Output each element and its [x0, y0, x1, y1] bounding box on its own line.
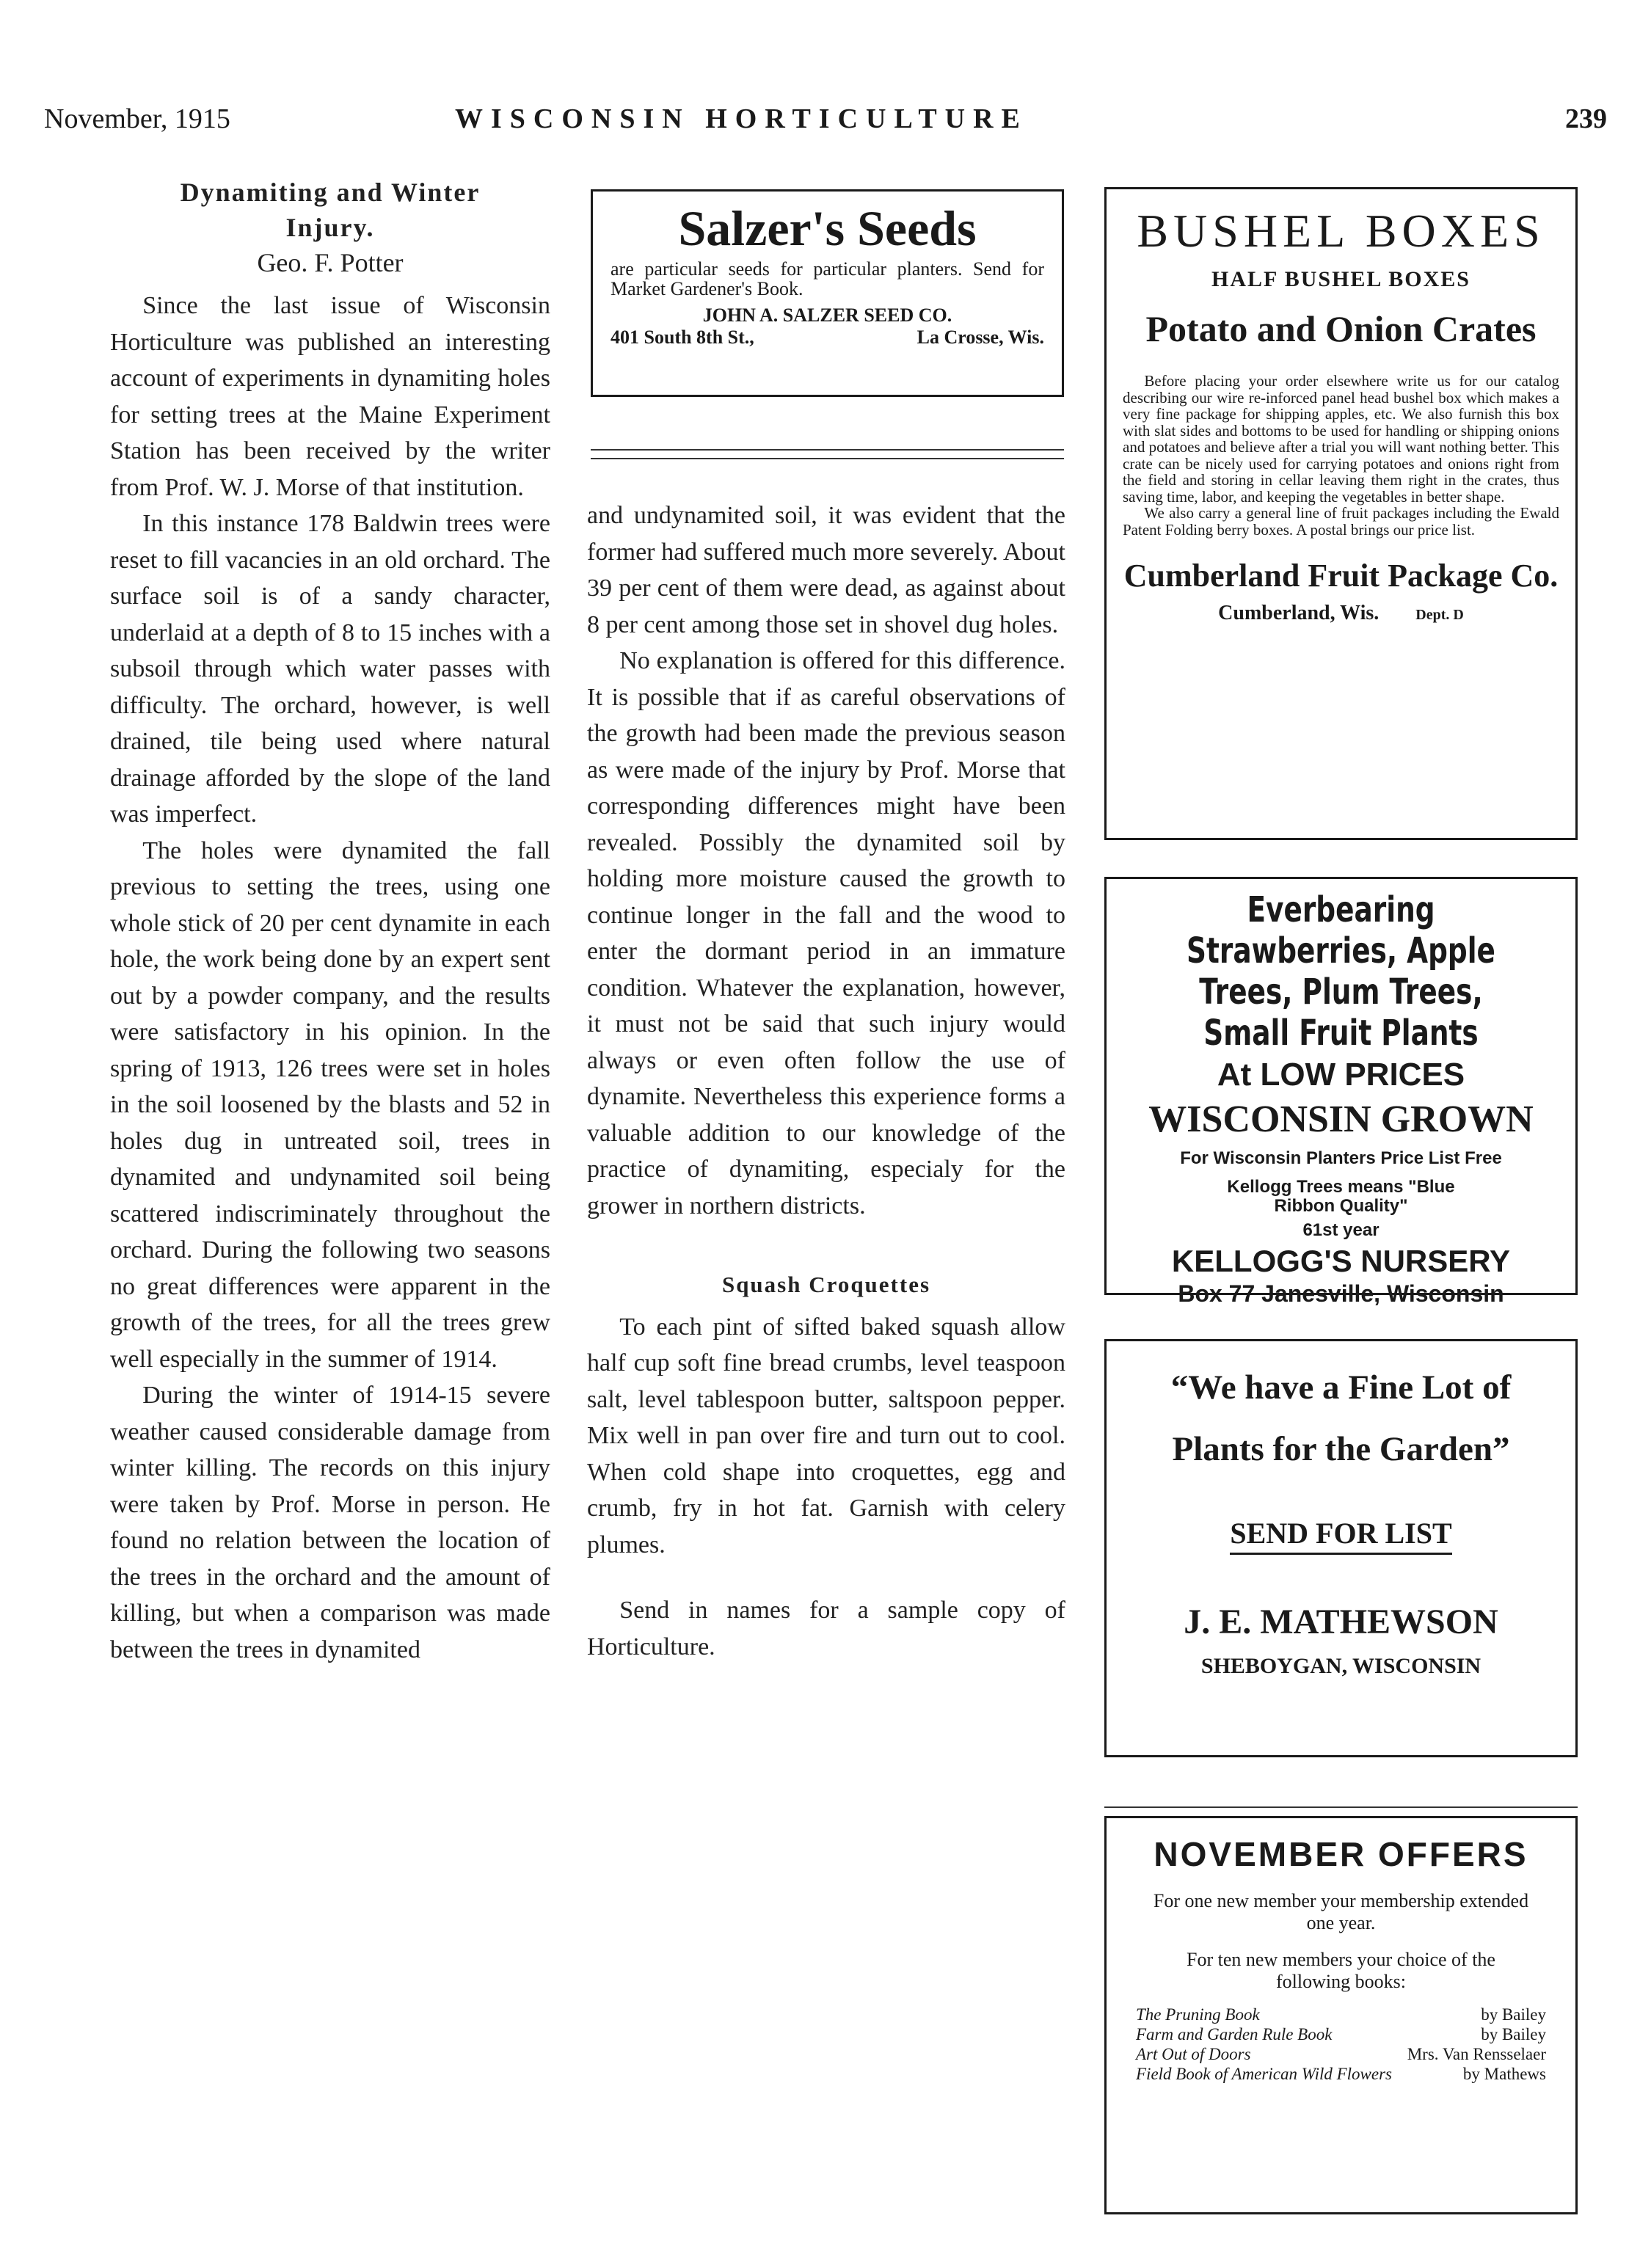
article-title: Dynamiting and Winter Injury. — [180, 178, 481, 242]
recipe-text: To each pint of sifted baked squash allow half cup soft fine bread crumbs, level teaspoon salt, level tablespoon butter, saltspoon pepper. Mix well in pan over fire and turn out to cool. When cold shape into croquettes, egg and crumb, fry in hot fat. Garnish with celery plumes. — [587, 1313, 1065, 1558]
bushel-location: Cumberland, Wis. — [1218, 602, 1380, 624]
ad-mathewson — [1104, 1339, 1578, 1757]
kellogg-prices: At LOW PRICES — [1217, 1057, 1465, 1093]
article-continuation — [587, 497, 1065, 1665]
article-paragraph: Since the last issue of Wisconsin Horticulture was published an interesting account of experiments in dynamiting holes for setting trees at the Maine Experiment Station has been received by the writer from Prof. W. J. Morse of that institution. — [110, 292, 550, 501]
ad-kellogg-nursery — [1104, 877, 1578, 1307]
page-number: 239 — [1565, 103, 1607, 134]
salzer-company: JOHN A. SALZER SEED CO. — [702, 305, 952, 326]
book-item: The Pruning Book by Bailey — [1136, 2005, 1546, 2024]
running-header — [44, 103, 1607, 147]
book-item: Field Book of American Wild Flowers by Mathews — [1136, 2065, 1546, 2083]
article-author: Geo. F. Potter — [257, 248, 404, 277]
kellogg-year: 61st year — [1302, 1220, 1380, 1240]
book-item: Art Out of Doors Mrs. Van Rensselaer — [1136, 2045, 1546, 2063]
article-paragraph: During the winter of 1914-15 severe weather caused considerable damage from winter killing. The records on this injury were taken by Prof. Morse in person. He found no relation between the location of the trees in the orchard and the amount of killing, but when a comparison was made between the trees in dynamited — [110, 1382, 550, 1663]
bushel-subtitle: HALF BUSHEL BOXES — [1211, 267, 1470, 291]
ad-bushel-boxes — [1104, 187, 1578, 840]
column-divider — [1104, 1806, 1578, 1808]
mathewson-send: SEND FOR LIST — [1121, 1516, 1561, 1550]
salzer-title: Salzer's Seeds — [678, 200, 977, 256]
mathewson-line1: “We have a Fine Lot of — [1170, 1368, 1512, 1407]
november-offer-2: For ten new members your choice of the following books: — [1187, 1949, 1495, 1992]
kellogg-quality: Kellogg Trees means "Blue Ribbon Quality" — [1227, 1177, 1455, 1216]
article-dynamiting — [110, 175, 550, 1668]
ad-november-offers — [1104, 1816, 1578, 2214]
article-paragraph: The holes were dynamited the fall previous to setting the trees, using one whole stick of 20 per cent dynamite in each hole, the work being done by an expert sent out by a powder company, and the results were satisfactory in his opinion. In the spring of 1913, 126 trees were set in holes in the soil loosened by the blasts and 52 in holes dug in untreated soil, trees in dynamited and undynamited soil being scattered indiscriminately throughout the orchard. During the following two seasons no great differences were apparent in the growth of the trees, for all the trees grew well especially in the summer of 1914. — [110, 836, 550, 1373]
bushel-company: Cumberland Fruit Package Co. — [1123, 558, 1559, 594]
bushel-body: Before placing your order elsewhere write us for our catalog describing our wire re-inforced panel head bushel box which makes a very fine package for shipping apples, etc. We also furnish this box with slat sides and bottoms to be used for handling or shipping onions and potatoes and believe after a trial you will want nothing better. This crate can be nicely used for carrying potatoes and onions right from the field and storing in cellar leaving them right in the crates, thus saving time, labor, and keeping the vegetables in better shape. — [1123, 372, 1559, 506]
ad-salzer-seeds — [591, 189, 1064, 397]
salzer-address: 401 South 8th St., La Crosse, Wis. — [611, 327, 1044, 348]
kellogg-price-list: For Wisconsin Planters Price List Free — [1180, 1148, 1502, 1168]
kellogg-address: Box 77 Janesville, Wisconsin — [1178, 1280, 1504, 1307]
journal-title: WISCONSIN HORTICULTURE — [455, 103, 1028, 134]
salzer-body: are particular seeds for particular planters. Send for Market Gardener's Book. — [611, 258, 1044, 299]
book-item: Farm and Garden Rule Book by Bailey — [1136, 2025, 1546, 2043]
kellogg-grown: WISCONSIN GROWN — [1148, 1098, 1534, 1140]
bushel-title: BUSHEL BOXES — [1137, 205, 1545, 257]
bushel-dept: Dept. D — [1415, 607, 1464, 623]
article-paragraph: No explanation is offered for this difference. It is possible that if as careful observations of the growth had been made the previous season as were made of the injury by Prof. Morse that corresponding differences might have been revealed. Possibly the dynamited soil by holding more moisture caused the growth to continue longer in the fall and the wood to enter the dormant period in an immature condition. Whatever the explanation, however, it must not be said that such injury would always or even often follow the use of dynamite. Nevertheless this experience forms a valuable addition to our knowledge of the practice of dynamiting, especialy for the grower in northern districts. — [587, 647, 1065, 1219]
column-divider — [591, 458, 1064, 459]
november-title: NOVEMBER OFFERS — [1153, 1835, 1528, 1873]
bushel-location-row — [1123, 602, 1559, 625]
mathewson-name: J. E. MATHEWSON — [1184, 1602, 1498, 1641]
issue-date: November, 1915 — [44, 103, 230, 134]
recipe-title: Squash Croquettes — [721, 1272, 931, 1297]
kellogg-headline: Everbearing Strawberries, Apple Trees, Plum Trees, Small Fruit Plants — [1187, 889, 1495, 1054]
kellogg-nursery-name: KELLOGG'S NURSERY — [1171, 1244, 1511, 1278]
mathewson-location: SHEBOYGAN, WISCONSIN — [1200, 1654, 1481, 1678]
book-list — [1136, 2005, 1546, 2084]
bushel-headline: Potato and Onion Crates — [1145, 308, 1537, 349]
mathewson-line2: Plants for the Garden” — [1172, 1430, 1510, 1468]
article-paragraph: and undynamited soil, it was evident that the former had suffered much more severely. About 39 per cent of them were dead, as against about 8 per cent among those set in shovel dug holes. — [587, 502, 1065, 638]
article-paragraph: In this instance 178 Baldwin trees were reset to fill vacancies in an old orchard. The surface soil is of a sandy character, underlaid at a depth of 8 to 15 inches with a subsoil through which water passes with difficulty. The orchard, however, is well drained, tile being used where natural drainage afforded by the slope of the land was imperfect. — [110, 510, 550, 828]
bushel-body-2: We also carry a general line of fruit packages including the Ewald Patent Folding berry boxes. A postal brings our price list. — [1123, 504, 1559, 539]
sample-notice: Send in names for a sample copy of Horticulture. — [587, 1597, 1065, 1660]
column-divider — [591, 449, 1064, 451]
november-offer-1: For one new member your membership extended one year. — [1153, 1890, 1529, 1933]
